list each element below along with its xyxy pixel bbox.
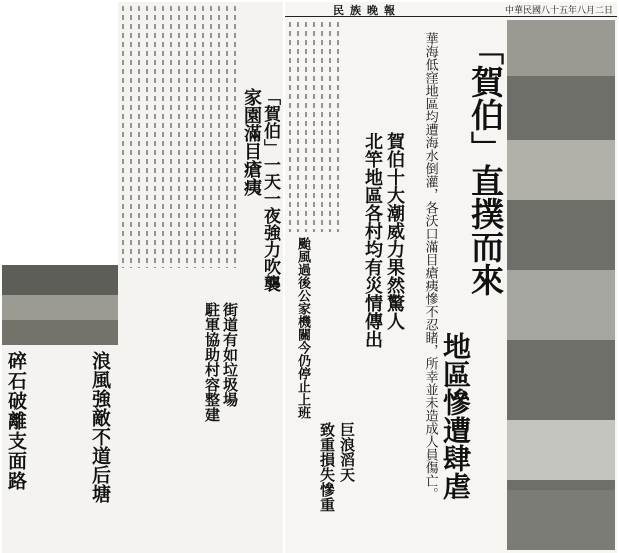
right-subhead-3: 北竿地區各村均有災情傳出 [362,132,383,348]
masthead [285,2,617,17]
right-subhead-2: 賀伯十大潮威力果然驚人 [384,132,405,330]
right-headline-bottom: 地區慘遭肆虐 [439,332,472,500]
middle-headline-4: 駐軍協助村容整建 [203,302,221,422]
middle-headline-3: 家園滿目瘡痍 [241,88,262,196]
middle-clipping [118,2,283,553]
right-small-head-1: 巨浪滔天 [338,422,356,482]
left-headline-1: 碎石破離支面路 [5,351,27,491]
middle-body-text [118,6,248,268]
right-subhead-4: 颱風過後公家機關今仍停止上班 [295,237,310,419]
right-body-text [287,22,347,232]
right-subhead-1: 華海低窪地區均遭海水倒灌，各沃口滿目瘡痍慘不忍睹，所幸並未造成人員傷亡。 [422,32,438,500]
right-headline-top: 「賀伯」直撲而來 [466,32,505,296]
left-headline-2: 浪風強敵不道后塘 [89,351,111,503]
right-clipping [285,2,617,553]
right-small-head-2: 致重損失慘重 [318,422,336,512]
date-line: 中華民國八十五年八月二日 [504,6,613,16]
middle-headline-1: 「賀伯」一天一夜強力吹襲 [260,88,280,292]
paper-name: 民族晚報 [333,4,401,17]
middle-headline-2: 街道有如垃圾場 [221,302,239,407]
right-photo-strip [507,20,615,550]
